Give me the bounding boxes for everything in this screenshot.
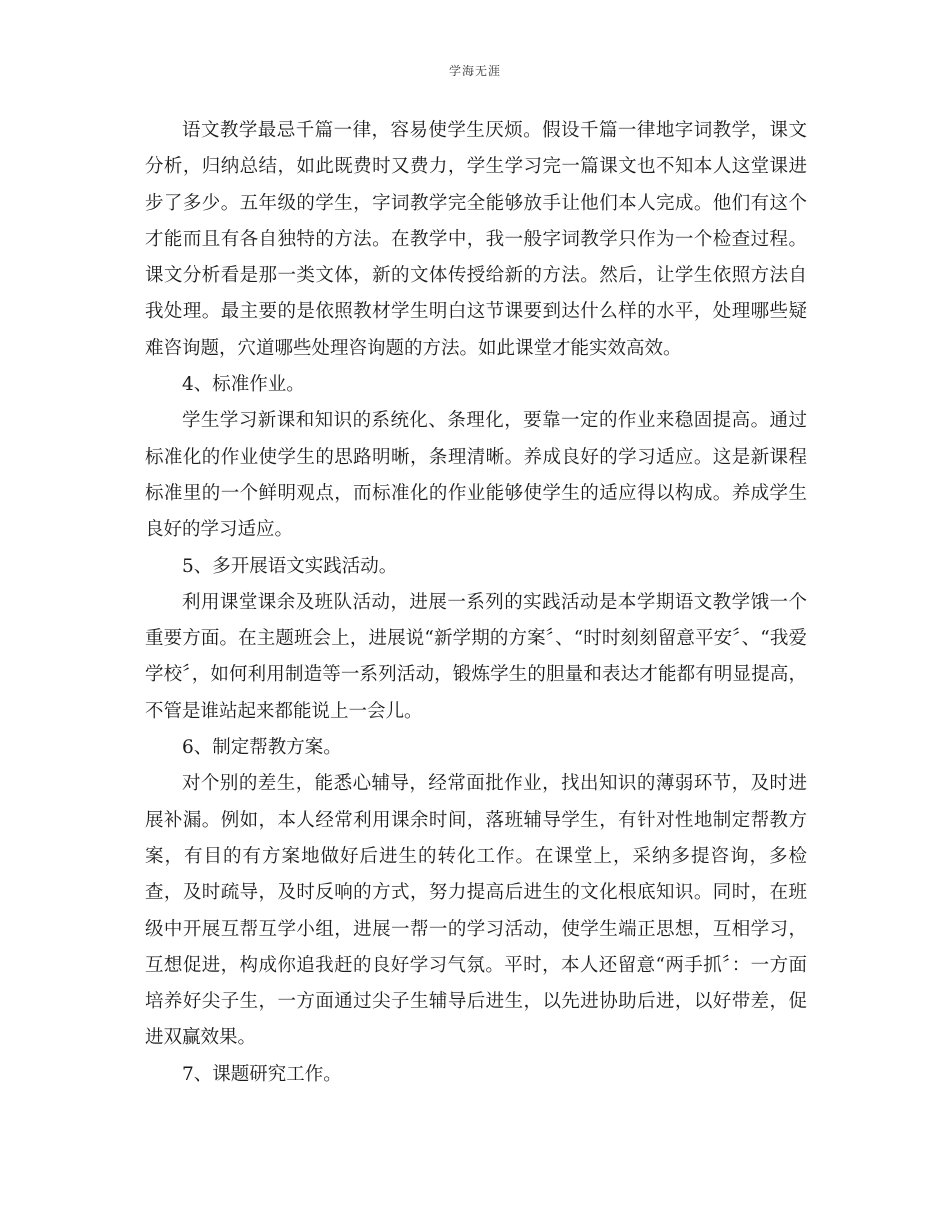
paragraph-tutoring-plan: 对个别的差生，能悉心辅导，经常面批作业，找出知识的薄弱环节，及时进展补漏。例如，本人经常利用课余时间，落班辅导学生，有针对性地制定帮教方案，有目的有方案地做好后进生的转化工作。在课堂上，采纳多提咨询，多检查，及时疏导，及时反响的方式，努力提高后进生的文化根底知识。同时，在班级中开展互帮互学小组，进展一帮一的学习活动，使学生端正思想，互相学习，互想促进，构成你追我赶的良好学习气氛。平时，本人还留意“两手抓〞：一方面培养好尖子生，一方面通过尖子生辅导后进生，以先进协助后进，以好带差，促进双赢效果。 [145, 773, 807, 1049]
section-heading-tutoring-plan: 6、制定帮教方案。 [182, 737, 342, 759]
section-heading-research: 7、课题研究工作。 [182, 1063, 342, 1085]
paragraph-teaching-method: 语文教学最忌千篇一律，容易使学生厌烦。假设千篇一律地字词教学，课文分析，归纳总结，如此既费时又费力，学生学习完一篇课文也不知本人这堂课进步了多少。五年级的学生，字词教学完全能够放手让他们本人完成。他们有这个才能而且有各自独特的方法。在教学中，我一般字词教学只作为一个检查过程。课文分析看是那一类文体，新的文体传授给新的方法。然后，让学生依照方法自我处理。最主要的是依照教材学生明白这节课要到达什么样的水平，处理哪些疑难咨询题，穴道哪些处理咨询题的方法。如此课堂才能实效高效。 [145, 120, 807, 359]
document-body [145, 113, 807, 1093]
paragraph-practice-activities: 利用课堂课余及班队活动，进展一系列的实践活动是本学期语文教学饿一个重要方面。在主题班会上，进展说“新学期的方案〞、“时时刻刻留意平安〞、“我爱学校〞，如何利用制造等一系列活动，锻炼学生的胆量和表达才能都有明显提高，不管是谁站起来都能说上一会儿。 [145, 591, 807, 722]
section-heading-standard-homework: 4、标准作业。 [182, 374, 305, 396]
page-header: 学海无涯 [448, 64, 501, 78]
paragraph-standard-homework: 学生学习新课和知识的系统化、条理化，要靠一定的作业来稳固提高。通过标准化的作业使学生的思路明晰，条理清晰。养成良好的学习适应。这是新课程标准里的一个鲜明观点，而标准化的作业能够使学生的适应得以构成。养成学生良好的学习适应。 [145, 410, 807, 541]
section-heading-practice-activities: 5、多开展语文实践活动。 [182, 555, 398, 577]
